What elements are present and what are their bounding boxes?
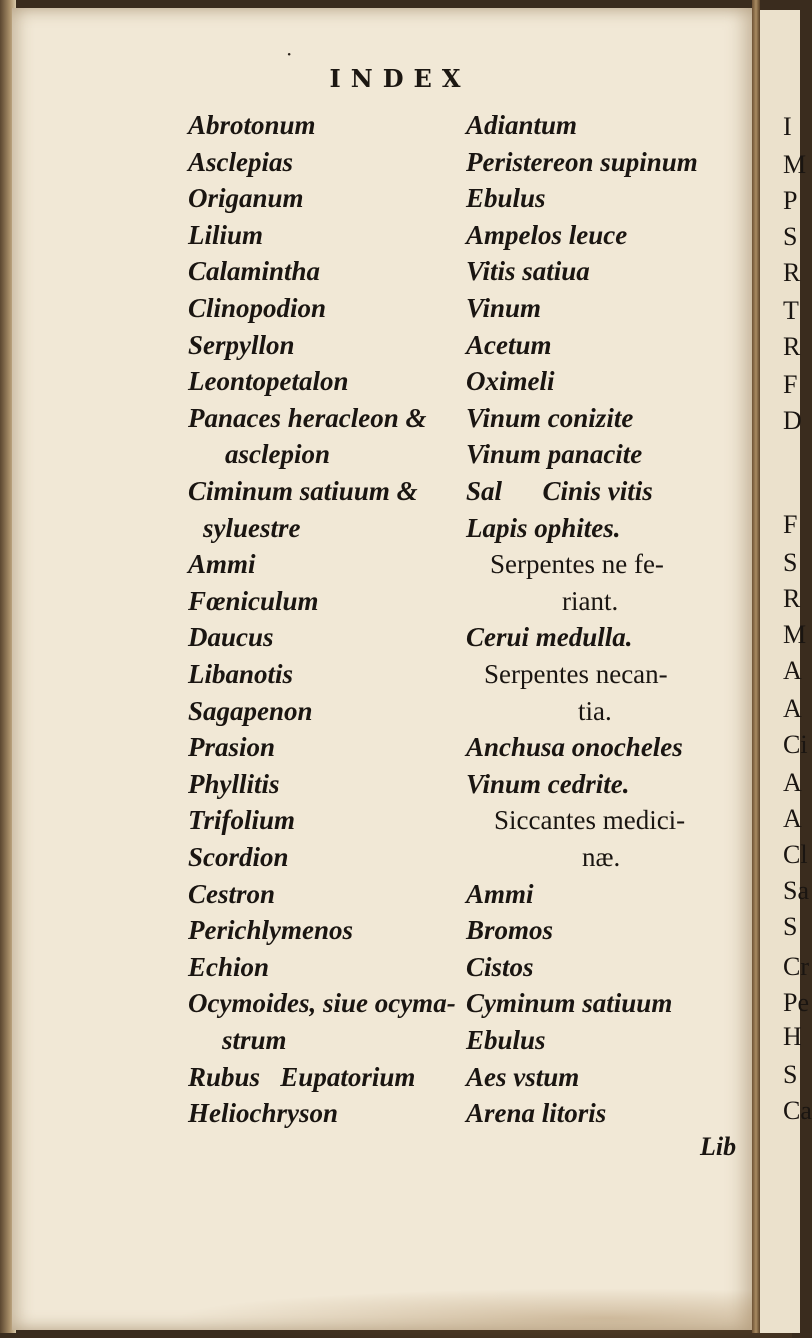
index-entry: Calamintha — [188, 256, 321, 286]
index-entry: Acetum — [466, 330, 552, 360]
index-entry: Origanum — [188, 183, 304, 213]
next-page-text: Sa — [783, 876, 809, 905]
catchword: Lib — [700, 1132, 737, 1161]
next-page-text: P — [783, 186, 798, 215]
next-page-text: S — [783, 912, 798, 941]
next-page-text: R — [783, 584, 801, 613]
index-entry: Vinum panacite — [466, 439, 643, 469]
index-entry: Vinum cedrite. — [466, 769, 630, 799]
page-stain — [172, 1288, 792, 1338]
index-entry: Adiantum — [466, 110, 578, 140]
index-entry: Sal Cinis vitis — [466, 476, 653, 506]
section-heading: riant. — [562, 586, 619, 616]
next-page-text: R — [783, 258, 801, 287]
section-heading: Siccantes medici- — [494, 805, 686, 835]
index-entry: Prasion — [188, 732, 276, 762]
index-entry: Phyllitis — [188, 769, 280, 799]
index-entry: asclepion — [225, 439, 330, 469]
index-entry: Perichlymenos — [188, 915, 353, 945]
next-page-text: A — [783, 694, 802, 723]
gutter — [752, 0, 760, 1333]
index-entry: Trifolium — [188, 805, 296, 835]
next-page-text: A — [783, 804, 802, 833]
index-entry: Panaces heracleon & — [188, 403, 427, 433]
index-entry: strum — [222, 1025, 287, 1055]
index-entry: Vinum conizite — [466, 403, 634, 433]
index-entry: Ampelos leuce — [466, 220, 628, 250]
index-entry: Ebulus — [466, 1025, 546, 1055]
index-entry: Rubus Eupatorium — [188, 1062, 416, 1092]
next-page-text: F — [783, 370, 798, 399]
index-entry: Leontopetalon — [188, 366, 349, 396]
index-entry: Scordion — [188, 842, 289, 872]
index-entry: Anchusa onocheles — [466, 732, 683, 762]
index-entry: Aes vstum — [466, 1062, 580, 1092]
next-page-text: F — [783, 510, 798, 539]
index-entry: Bromos — [466, 915, 554, 945]
section-heading: Serpentes necan- — [484, 659, 668, 689]
section-heading: næ. — [582, 842, 621, 872]
index-entry: syluestre — [203, 513, 301, 543]
next-page-text: D — [783, 406, 802, 435]
next-page-text: S — [783, 222, 798, 251]
index-entry: Cistos — [466, 952, 534, 982]
index-entry: Clinopodion — [188, 293, 327, 323]
index-entry: Ammi — [188, 549, 256, 579]
next-page-text: A — [783, 656, 802, 685]
index-entry: Asclepias — [188, 147, 293, 177]
index-entry: Ocymoides, siue ocyma- — [188, 988, 456, 1018]
index-entry: Arena litoris — [466, 1098, 607, 1128]
next-page-text: A — [783, 768, 802, 797]
next-page-text: T — [783, 296, 799, 325]
index-entry: Heliochryson — [188, 1098, 339, 1128]
index-entry: Sagapenon — [188, 696, 313, 726]
index-entry: Lilium — [188, 220, 264, 250]
index-entry: Serpyllon — [188, 330, 295, 360]
index-entry: Vinum — [466, 293, 542, 323]
section-heading: Serpentes ne fe- — [490, 549, 664, 579]
next-page-text: H — [783, 1022, 802, 1051]
index-entry: Daucus — [188, 622, 274, 652]
ornament-dot: · — [286, 42, 293, 66]
index-entry: Vitis satiua — [466, 256, 590, 286]
index-entry: Fœniculum — [188, 586, 319, 616]
next-page-text: Ca — [783, 1096, 812, 1125]
index-entry: Cerui medulla. — [466, 622, 633, 652]
next-page-text: S — [783, 548, 798, 577]
next-page-text: R — [783, 332, 801, 361]
index-entry: Cestron — [188, 879, 276, 909]
page-title: INDEX — [329, 64, 471, 93]
index-entry: Ciminum satiuum & — [188, 476, 418, 506]
next-page-text: S — [783, 1060, 798, 1089]
index-entry: Ammi — [466, 879, 534, 909]
index-entry: Oximeli — [466, 366, 555, 396]
next-page-text: Pe — [783, 988, 809, 1017]
next-page-text: M — [783, 150, 807, 179]
index-entry: Ebulus — [466, 183, 546, 213]
next-page-text: M — [783, 620, 807, 649]
index-entry: Libanotis — [188, 659, 294, 689]
next-page-text: I — [783, 112, 792, 141]
index-entry: Echion — [188, 952, 270, 982]
next-page-text: Cl — [783, 840, 808, 869]
index-entry: Lapis ophites. — [466, 513, 621, 543]
next-page-text: Ci — [783, 730, 808, 759]
next-page-text: Cr — [783, 952, 809, 981]
index-entry: Cyminum satiuum — [466, 988, 673, 1018]
index-entry: Abrotonum — [188, 110, 316, 140]
section-heading: tia. — [578, 696, 612, 726]
index-entry: Peristereon supinum — [466, 147, 698, 177]
